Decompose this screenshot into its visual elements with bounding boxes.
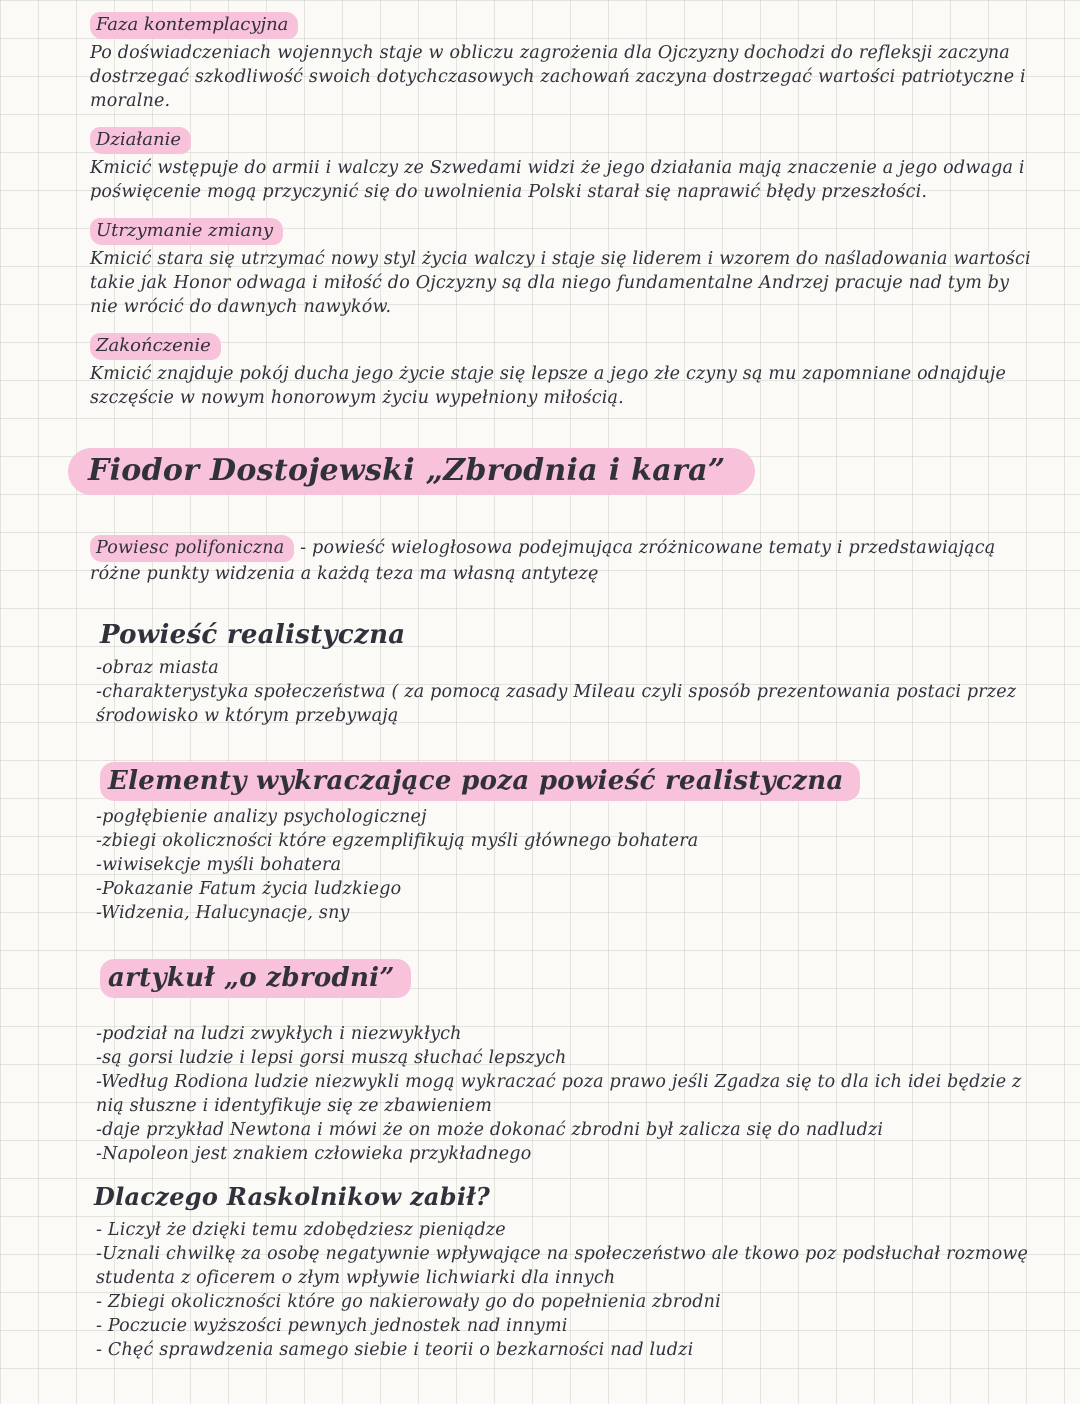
bullet-line: -pogłębienie analizy psychologicznej bbox=[96, 807, 427, 827]
section-heading-row bbox=[90, 12, 1038, 39]
chapter-title-row bbox=[68, 448, 1038, 495]
subsection-heading-row bbox=[100, 959, 1038, 998]
bullet-line: -są gorsi ludzie i lepsi gorsi muszą słuchać lepszych bbox=[96, 1048, 567, 1068]
subsection-heading-row bbox=[100, 762, 1038, 801]
subsection-heading: Powieść realistyczna bbox=[100, 620, 406, 650]
bullet-line: -Pokazanie Fatum życia ludzkiego bbox=[96, 879, 402, 899]
highlighted-heading: artykuł „o zbrodni” bbox=[100, 959, 411, 998]
section-faza-kontemplacyjna bbox=[90, 12, 1038, 113]
subsection-heading: Dlaczego Raskolnikow zabił? bbox=[94, 1182, 491, 1211]
section-dlaczego-zabil bbox=[90, 1180, 1038, 1362]
section-paragraph: Kmicić stara się utrzymać nowy styl życia walczy i staje się liderem i wzorem do naśladowania wartości takie jak Honor odwaga i miłość do Ojczyzny są dla niego fundamentalne Andrzej pracuje nad tym by nie wrócić do dawnych nawyków. bbox=[90, 249, 1031, 317]
chapter-title: Fiodor Dostojewski „Zbrodnia i kara” bbox=[68, 448, 755, 495]
bullet-line: -podział na ludzi zwykłych i niezwykłych bbox=[96, 1024, 462, 1044]
highlighted-heading: Faza kontemplacyjna bbox=[90, 12, 298, 39]
bullet-line: -daje przykład Newtona i mówi że on może dokonać zbrodni był zalicza się do nadludzi bbox=[96, 1120, 884, 1140]
bullet-line: -Napoleon jest znakiem człowieka przykładnego bbox=[96, 1144, 532, 1164]
section-heading-row bbox=[90, 218, 1038, 245]
highlighted-heading: Działanie bbox=[90, 127, 191, 154]
section-heading-row bbox=[90, 127, 1038, 154]
section-dzialanie bbox=[90, 127, 1038, 204]
section-paragraph: Po doświadczeniach wojennych staje w obliczu zagrożenia dla Ojczyzny dochodzi do refleksji zaczyna dostrzegać szkodliwość swoich dotychczasowych zachowań zaczyna dostrzegać wartości patriotyczne i moralne. bbox=[90, 43, 1026, 111]
highlighted-term: Powiesc polifoniczna bbox=[90, 535, 294, 562]
polifoniczna-definition: - powieść wielogłosowa podejmująca zróżnicowane tematy i przedstawiającą różne punkty widzenia a każdą teza ma własną antytezę bbox=[90, 538, 996, 584]
section-elementy-wykraczajace bbox=[90, 762, 1038, 925]
highlighted-heading: Elementy wykraczające poza powieść realistyczna bbox=[100, 762, 860, 801]
section-paragraph: Kmicić znajduje pokój ducha jego życie staje się lepsze a jego złe czyny są mu zapomniane odnajduje szczęście w nowym honorowym życiu wypełniony miłością. bbox=[90, 364, 1006, 408]
section-powiesc-realistyczna bbox=[90, 618, 1038, 728]
bullet-line: - Poczucie wyższości pewnych jednostek nad innymi bbox=[96, 1316, 568, 1336]
bullet-line: -zbiegi okoliczności które egzemplifikują myśli głównego bohatera bbox=[96, 831, 699, 851]
bullet-line: -Widzenia, Halucynacje, sny bbox=[96, 903, 350, 923]
section-utrzymanie-zmiany bbox=[90, 218, 1038, 319]
bullet-line: - Liczył że dzięki temu zdobędziesz pieniądze bbox=[96, 1220, 506, 1240]
highlighted-heading: Utrzymanie zmiany bbox=[90, 218, 283, 245]
bullet-line: -Według Rodiona ludzie niezwykli mogą wykraczać poza prawo jeśli Zgadza się to dla ich idei będzie z nią słuszne i identyfikuje się ze zbawieniem bbox=[96, 1072, 1022, 1116]
bullet-line: -obraz miasta bbox=[96, 658, 219, 678]
bullet-line: -Uznali chwilkę za osobę negatywnie wpływające na społeczeństwo ale tkowo poz podsłuchał rozmowę studenta z oficerem o złym wpływie lichwiarki dla innych bbox=[96, 1244, 1029, 1288]
section-zakonczenie bbox=[90, 333, 1038, 410]
bullet-line: - Zbiegi okoliczności które go nakierowały go do popełnienia zbrodni bbox=[96, 1292, 721, 1312]
highlighted-heading: Zakończenie bbox=[90, 333, 221, 360]
section-heading-row bbox=[90, 333, 1038, 360]
section-artykul-o-zbrodni bbox=[90, 959, 1038, 1166]
bullet-line: -wiwisekcje myśli bohatera bbox=[96, 855, 342, 875]
section-paragraph: Kmicić wstępuje do armii i walczy ze Szwedami widzi że jego działania mają znaczenie a jego odwaga i poświęcenie mogą przyczynić się do uwolnienia Polski starał się naprawić błędy przeszłości. bbox=[90, 158, 1025, 202]
bullet-line: - Chęć sprawdzenia samego siebie i teorii o bezkarności nad ludzi bbox=[96, 1340, 694, 1360]
bullet-line: -charakterystyka społeczeństwa ( za pomocą zasady Mileau czyli sposób prezentowania postaci przez środowisko w którym przebywają bbox=[96, 682, 1017, 726]
polifoniczna-paragraph bbox=[90, 535, 1038, 586]
